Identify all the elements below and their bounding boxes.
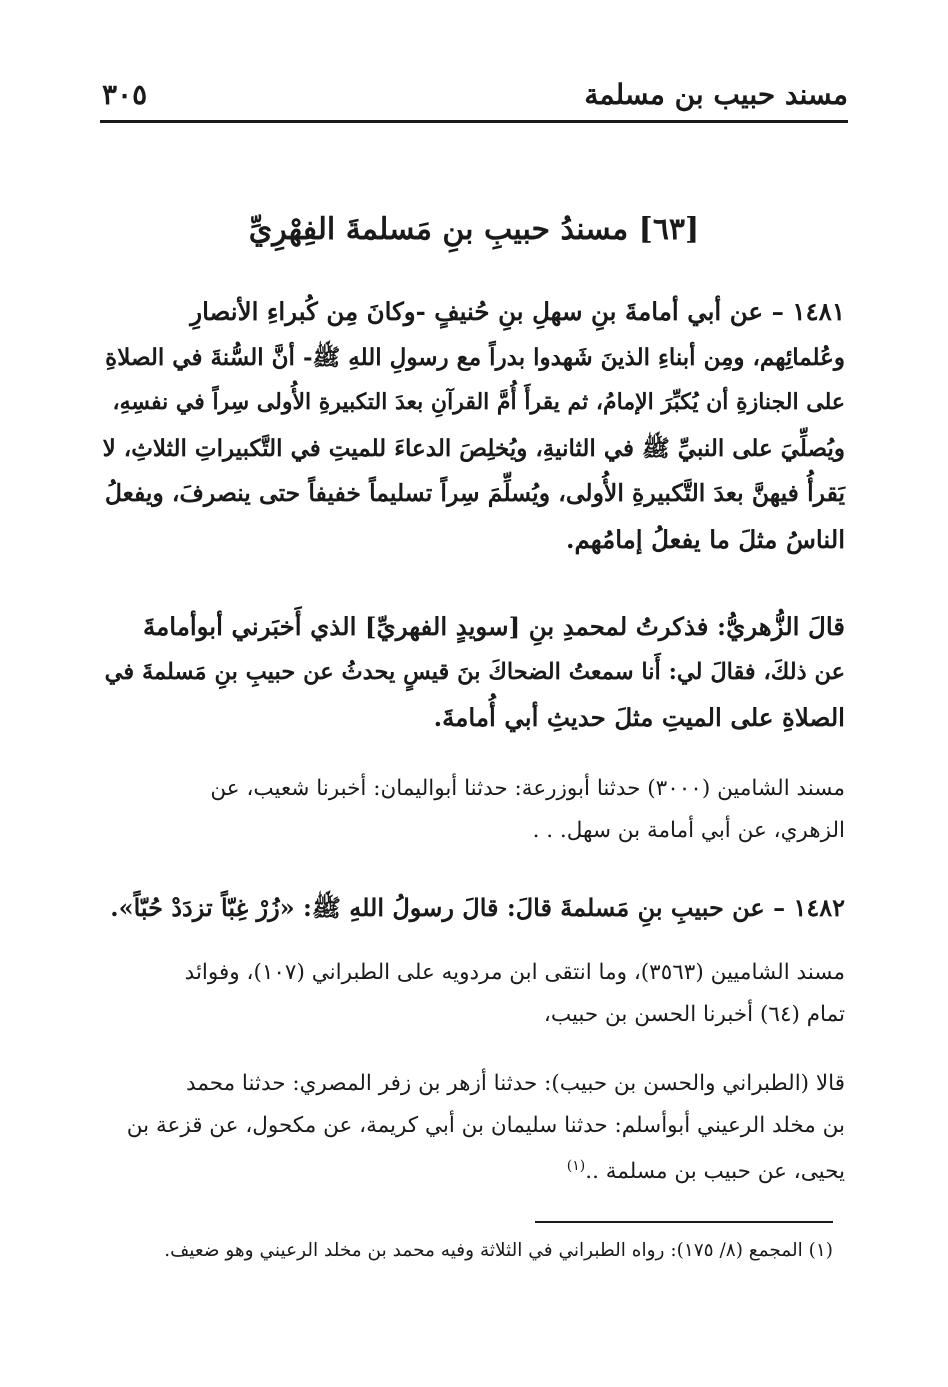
- text-line: الناسُ مثلَ ما يفعلُ إمامُهم.: [565, 524, 845, 554]
- text-line: مسند الشامين (٣٠٠٠) حدثنا أبوزرعة: حدثنا أبواليمان: أخبرنا شعيب، عن: [210, 776, 845, 801]
- text-line: ويُصلِّيَ على النبيِّ ﷺ في الثانيةِ، ويُخلِصَ الدعاءَ للميتِ في التَّكبيراتِ الثلاثِ، لا: [102, 434, 845, 462]
- footnote-reference[interactable]: (١): [566, 1158, 586, 1174]
- page-number: ٣٠٥: [102, 78, 148, 111]
- text-line: ١٤٨١ – عن أبي أمامةَ بنِ سهلِ بنِ حُنيفٍ -وكانَ مِن كُبراءِ الأنصارِ: [190, 297, 845, 326]
- text-line: عن ذلكَ، فقالَ لي: أَنا سمعتُ الضحاكَ بنَ قيسٍ يحدثُ عن حبيبِ بنِ مَسلمةَ في: [104, 658, 845, 685]
- source-citation-2: [100, 952, 845, 1035]
- text-line: وعُلمائِهم، ومِن أبناءِ الذينَ شَهدوا بدراً مع رسولِ اللهِ ﷺ- أنَّ السُّنةَ في الصلاةِ: [105, 343, 845, 371]
- text-line: تمام (٦٤) أخبرنا الحسن بن حبيب،: [543, 1001, 845, 1027]
- text-line: مسند الشاميين (٣٥٦٣)، وما انتقى ابن مردويه على الطبراني (١٠٧)، وفوائد: [184, 960, 845, 985]
- text-line: قالا (الطبراني والحسن بن حبيب): حدثنا أزهر بن زفر المصري: حدثنا محمد: [185, 1071, 845, 1096]
- text-line: على الجنازةِ أن يُكبِّرَ الإمامُ، ثم يقرأَ أُمَّ القرآنِ بعدَ التكبيرةِ الأُولى سِراً في نفسِهِ،: [112, 389, 845, 416]
- text-line: يَقرأُ فيهنَّ بعدَ التَّكبيرةِ الأُولى، ويُسلِّمَ سِراً تسليماً خفيفاً حتى ينصرفَ، ويفعلُ: [104, 479, 845, 508]
- zuhri-note: [100, 604, 845, 741]
- source-citation-3: [100, 1063, 845, 1193]
- text-line: [100, 1146, 845, 1193]
- text-line: الزهري، عن أبي أمامة بن سهل. . .: [532, 817, 845, 843]
- footnote: (١) المجمع (٨/ ١٧٥): رواه الطبراني في الثلاثة وفيه محمد بن مخلد الرعيني وهو ضعيف.: [164, 1240, 833, 1261]
- running-title: مسند حبيب بن مسلمة: [584, 78, 848, 111]
- hadith-1482: [100, 885, 845, 931]
- text-line: ١٤٨٢ – عن حبيبِ بنِ مَسلمةَ قالَ: قالَ رسولُ اللهِ ﷺ: «زُرْ غِبّاً تزدَدْ حُبّاً».: [110, 893, 845, 922]
- footnote-separator: [535, 1221, 833, 1223]
- hadith-1481: [100, 289, 845, 563]
- text-line: بن مخلد الرعيني أبوأسلم: حدثنا سليمان بن أبي كريمة، عن مكحول، عن قزعة بن: [126, 1112, 845, 1138]
- text-line: قالَ الزُّهريُّ: فذكرتُ لمحمدِ بنِ [سويدٍ الفهريِّ] الذي أَخبَرني أبوأمامةَ: [143, 612, 845, 641]
- header-rule: [100, 120, 848, 123]
- running-header: [100, 78, 848, 118]
- text-segment: يحيى، عن حبيب بن مسلمة ..: [585, 1159, 845, 1185]
- text-line: الصلاةِ على الميتِ مثلَ حديثِ أبي أُمامةَ.: [433, 703, 845, 733]
- chapter-title: [٦٣] مسندُ حبيبِ بنِ مَسلمةَ الفِهْرِيِّ: [248, 212, 700, 247]
- source-citation-1: [100, 768, 845, 851]
